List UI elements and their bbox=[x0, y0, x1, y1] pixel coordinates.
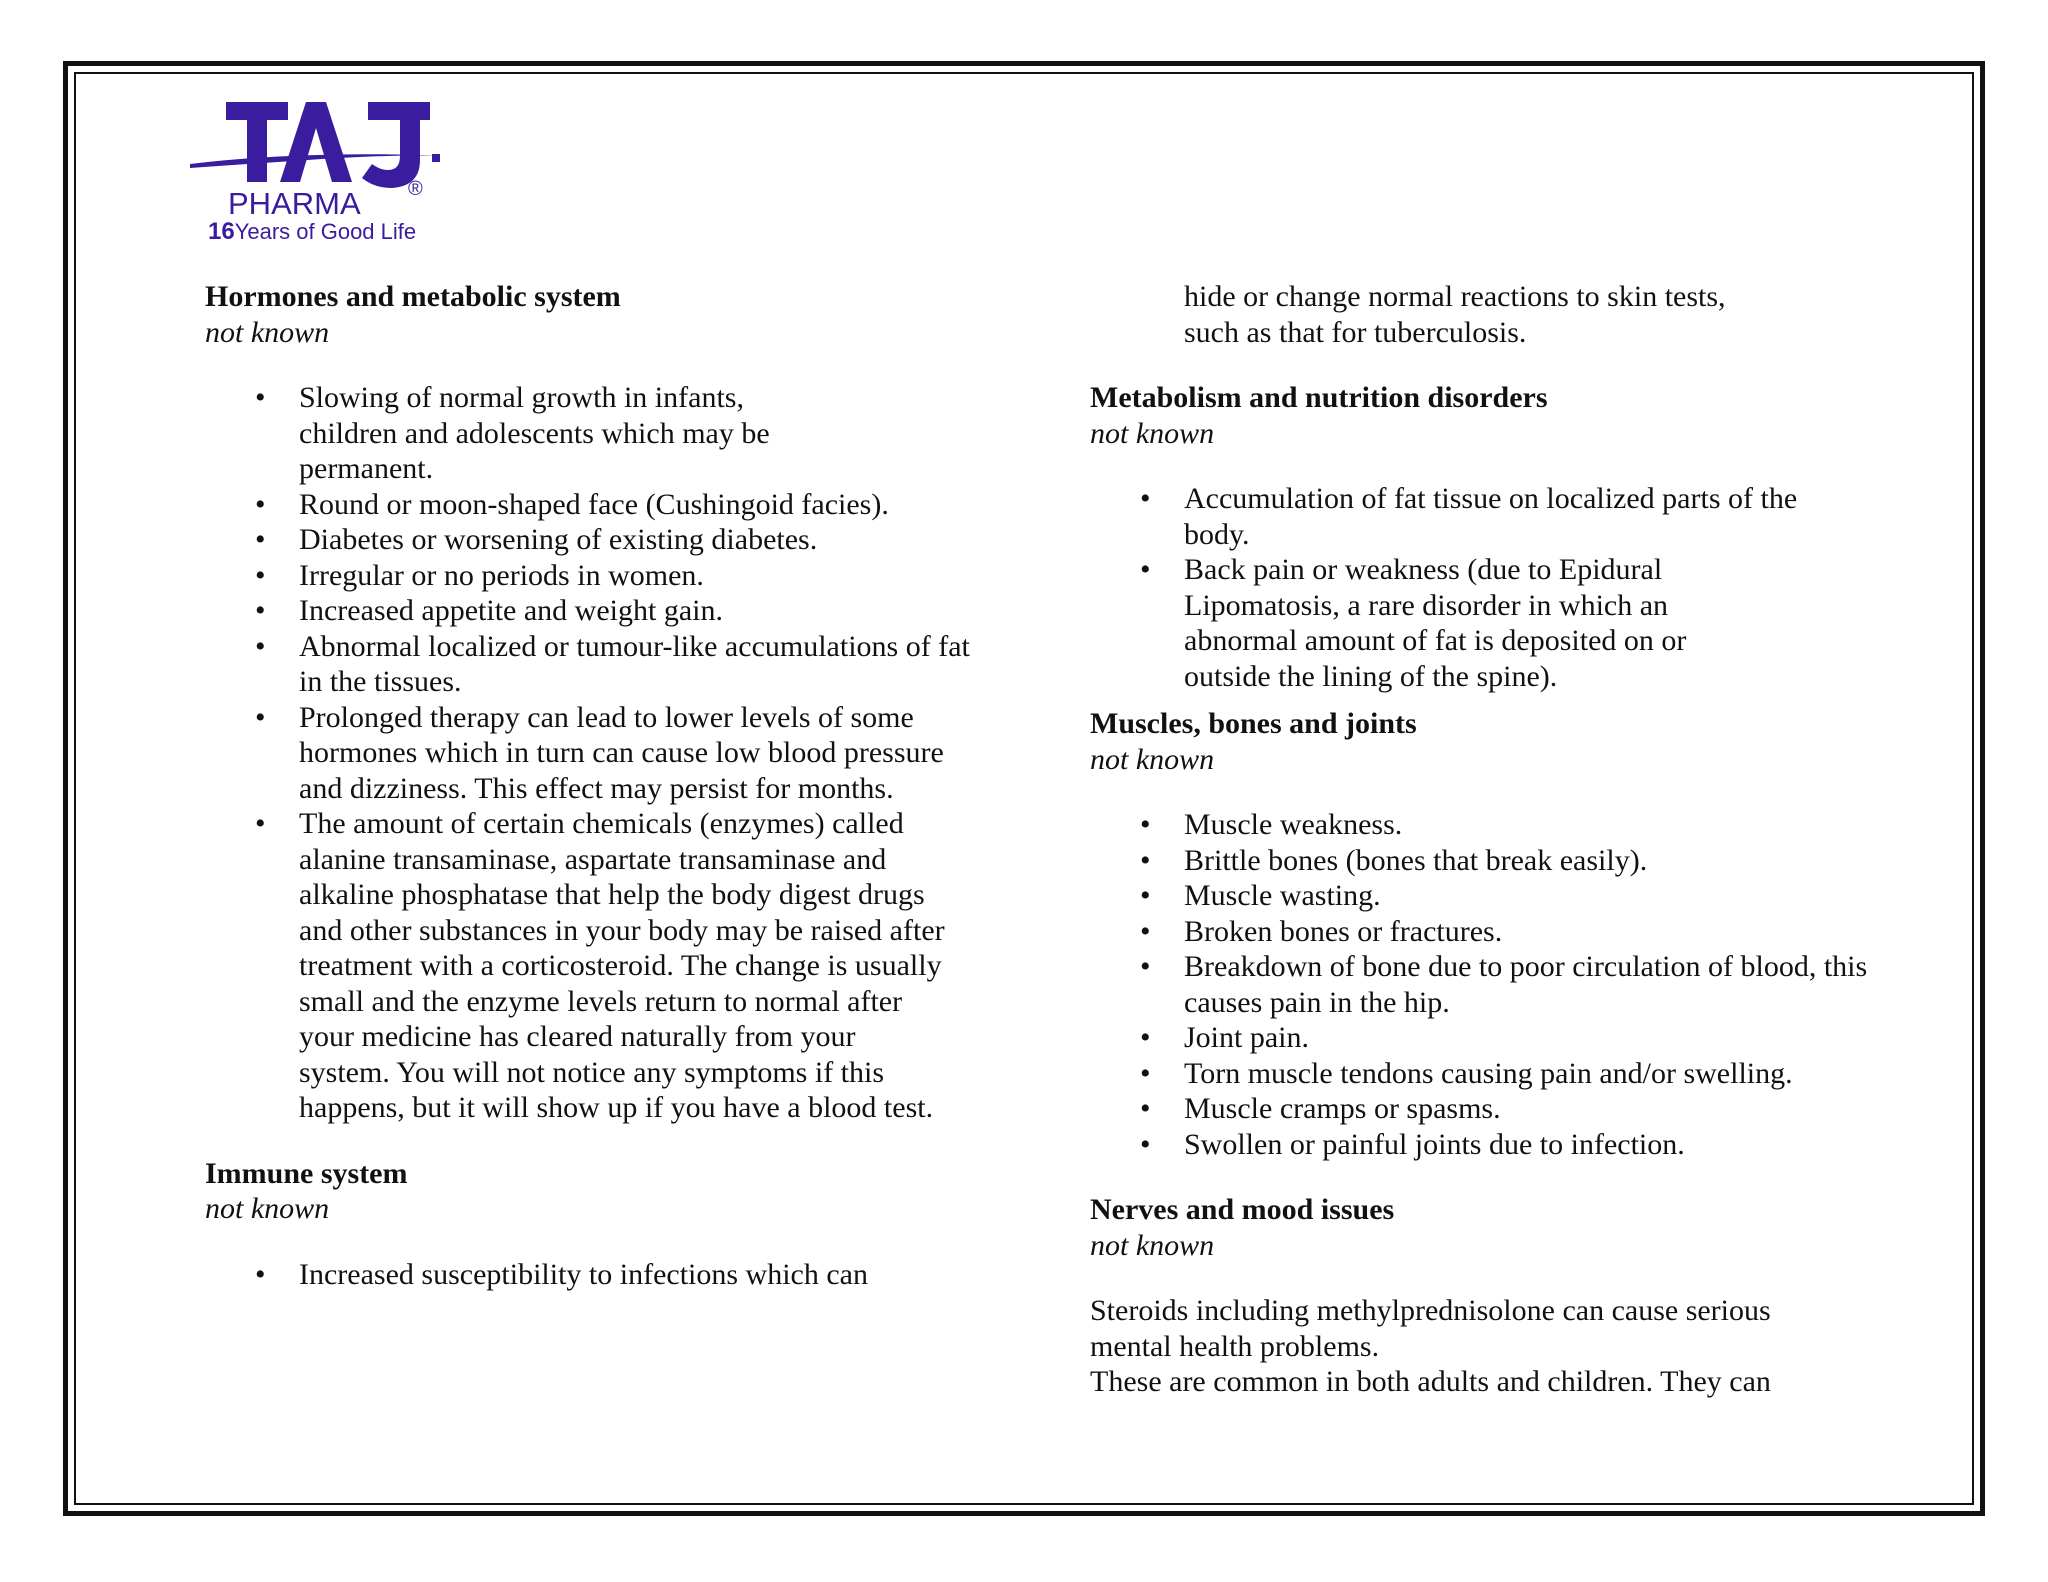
list-item: • Muscle cramps or spasms. bbox=[1184, 1091, 1890, 1127]
list-item: • Slowing of normal growth in infants, children and adolescents which may be permanent. bbox=[299, 380, 975, 487]
frequency-metabolism: not known bbox=[1090, 416, 1215, 450]
section-heading-immune: Immune system bbox=[205, 1156, 408, 1190]
list-hormones bbox=[205, 380, 975, 1126]
list-item: • Abnormal localized or tumour-like accumulations of fat in the tissues. bbox=[299, 629, 975, 700]
list-item: • Breakdown of bone due to poor circulation of blood, this causes pain in the hip. bbox=[1184, 949, 1890, 1020]
nerves-paragraph-2: These are common in both adults and children. They can bbox=[1090, 1365, 1771, 1398]
left-column bbox=[205, 279, 975, 1292]
list-item: • Diabetes or worsening of existing diabetes. bbox=[299, 522, 975, 558]
list-item: • Muscle weakness. bbox=[1184, 807, 1890, 843]
list-muscles bbox=[1090, 807, 1890, 1162]
list-item: • Accumulation of fat tissue on localized parts of the body. bbox=[1184, 481, 1890, 552]
list-item: • Broken bones or fractures. bbox=[1184, 914, 1890, 950]
list-item: • The amount of certain chemicals (enzymes) called alanine transaminase, aspartate transaminase and alkaline phosphatase that help the body digest drugs and other substances in your body may be raised after treatment with a corticosteroid. The change is usually small and the enzyme levels return to normal after your medicine has cleared naturally from your system. You will not notice any symptoms if this happens, but it will show up if you have a blood test. bbox=[299, 806, 975, 1126]
list-item: • Joint pain. bbox=[1184, 1020, 1890, 1056]
section-heading-metabolism: Metabolism and nutrition disorders bbox=[1090, 381, 1548, 414]
list-item: • Increased susceptibility to infections which can bbox=[299, 1257, 975, 1293]
list-item: • Swollen or painful joints due to infection. bbox=[1184, 1127, 1890, 1163]
frequency-immune: not known bbox=[205, 1192, 330, 1225]
logo-registered-mark: ® bbox=[408, 178, 423, 200]
logo-years-text: Years of Good Life bbox=[234, 219, 417, 244]
list-item: • Brittle bones (bones that break easily). bbox=[1184, 843, 1890, 879]
logo-tagline bbox=[208, 218, 416, 246]
taj-pharma-logo bbox=[188, 98, 478, 248]
list-item: • Back pain or weakness (due to Epidural Lipomatosis, a rare disorder in which an abnormal amount of fat is deposited on or outside the lining of the spine). bbox=[1184, 552, 1890, 694]
logo-years-number: 16 bbox=[208, 218, 235, 245]
section-heading-muscles: Muscles, bones and joints bbox=[1090, 707, 1417, 740]
list-metabolism bbox=[1090, 481, 1890, 694]
logo-pharma-text: PHARMA bbox=[228, 186, 361, 221]
frequency-muscles: not known bbox=[1090, 742, 1215, 776]
list-item: • Irregular or no periods in women. bbox=[299, 558, 975, 594]
list-item: • Round or moon-shaped face (Cushingoid facies). bbox=[299, 487, 975, 523]
frequency-nerves: not known bbox=[1090, 1228, 1215, 1262]
frequency-hormones: not known bbox=[205, 315, 330, 349]
continued-list-text: hide or change normal reactions to skin tests, such as that for tuberculosis. bbox=[1184, 280, 1726, 349]
section-heading-hormones: Hormones and metabolic system bbox=[205, 280, 621, 313]
list-item: • Torn muscle tendons causing pain and/or swelling. bbox=[1184, 1056, 1890, 1092]
list-item: • Muscle wasting. bbox=[1184, 878, 1890, 914]
list-item: • Prolonged therapy can lead to lower levels of some hormones which in turn can cause low blood pressure and dizziness. This effect may persist for months. bbox=[299, 700, 975, 807]
list-immune bbox=[205, 1257, 975, 1293]
nerves-paragraph-1: Steroids including methylprednisolone can cause serious mental health problems. bbox=[1090, 1294, 1771, 1363]
right-column bbox=[1090, 279, 1890, 1400]
section-heading-nerves: Nerves and mood issues bbox=[1090, 1193, 1395, 1226]
list-item: • Increased appetite and weight gain. bbox=[299, 593, 975, 629]
